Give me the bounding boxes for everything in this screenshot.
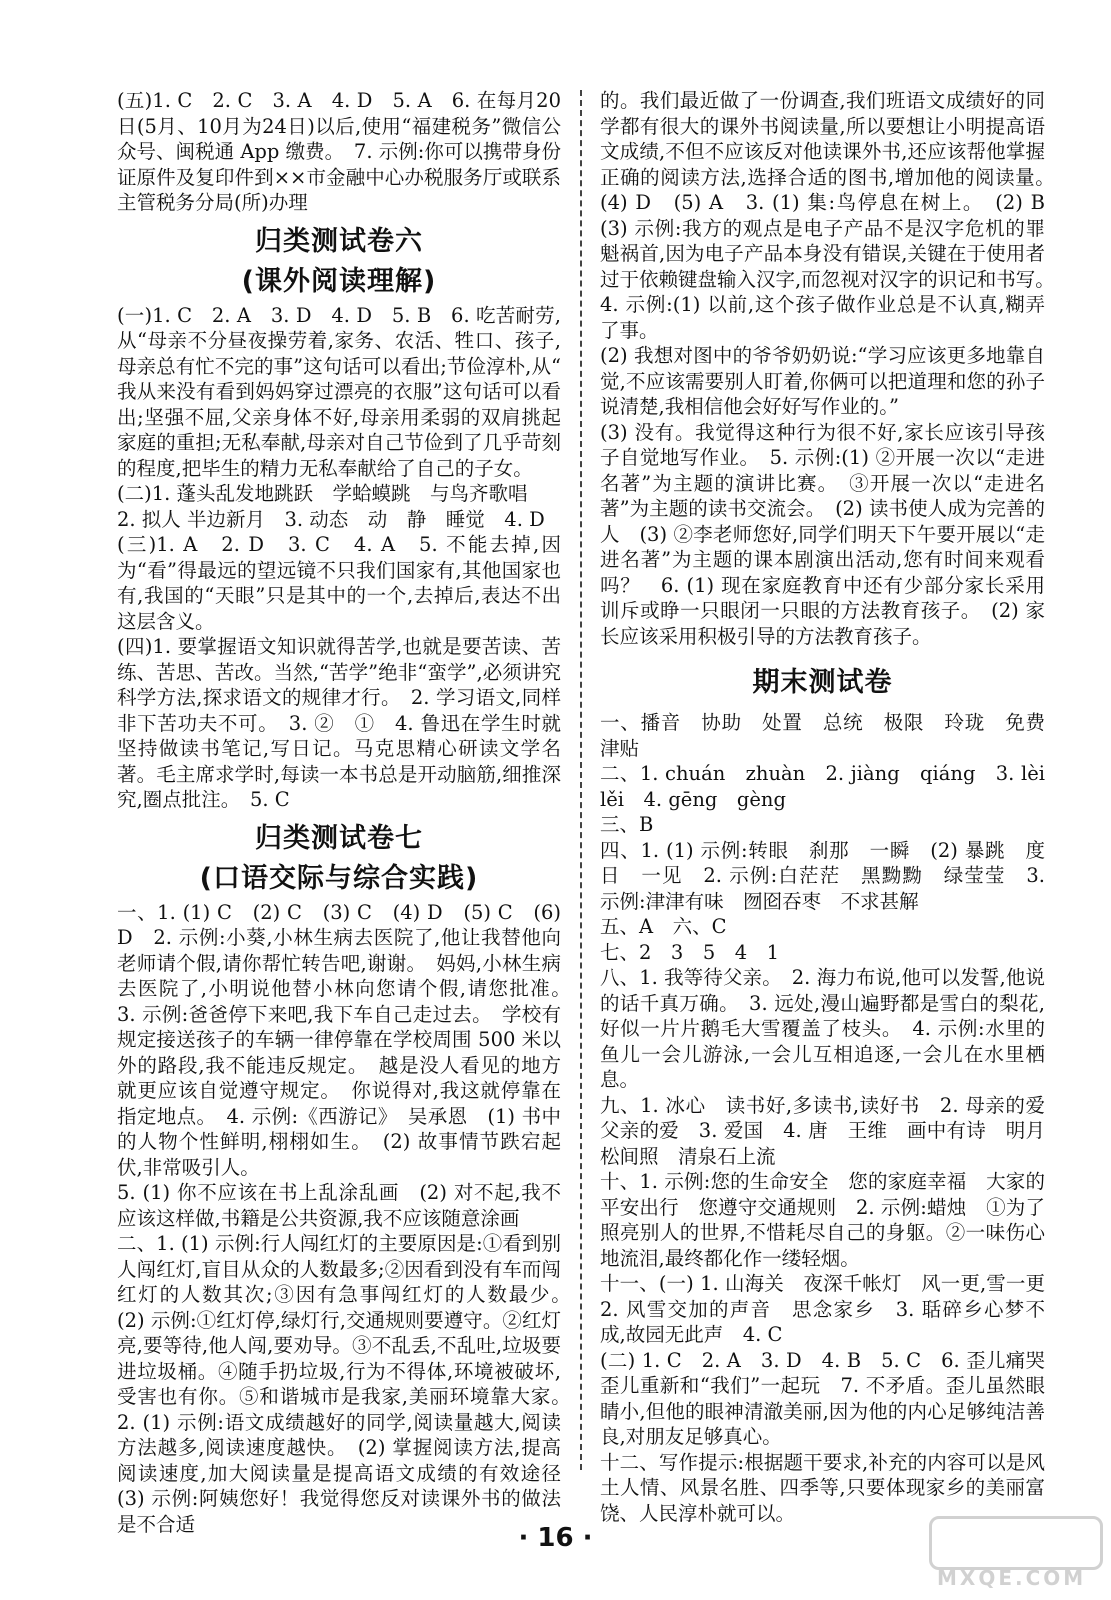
final-q7: 七、2 3 5 4 1	[600, 940, 780, 964]
answer-block-6-1: (一)1. C 2. A 3. D 4. D 5. B 6. 吃苦耐劳,从“母亲不分昼夜操劳着,家务、农活、牲口、孩子,母亲总有忙不完的事”这句话可以看出;节俭淳朴,从“ 我从来没有看到妈妈穿过漂亮的衣服”这句话可以看出;坚强不屈,父亲身体不好,母亲用柔弱的双肩挑起家庭的重担;无私奉献,母亲对自己节俭到了几乎苛刻的程度,把毕生的精力无私奉献给了自己的子女。	[117, 303, 561, 480]
section-title-test6: 归类测试卷六	[255, 225, 423, 257]
final-q8: 八、1. 我等待父亲。 2. 海力布说,他可以发誓,他说的话千真万确。 3. 远处,漫山遍野都是雪白的梨花,好似一片片鹅毛大雪覆盖了枝头。 4. 示例:水里的鱼儿一会儿游泳,一会儿互相追逐,一会儿在水里栖息。	[600, 966, 1045, 1091]
answer-block-7-1: 一、1. (1) C (2) C (3) C (4) D (5) C (6) D 2. 示例:小葵,小林生病去医院了,他让我替他向老师请个假,请你帮忙转告吧,谢谢。 妈妈,小林生病去医院了,小明说他替小林向您请个假,请您批准。 3. 示例:爸爸停下来吧,我下车自己走过去。 学校有规定接送孩子的车辆一律停靠在学校周围 500 米以外的路段,我不能违反规定。 越是没人看见的地方就更应该自觉遵守规定。 你说得对,我这就停靠在指定地点。 4. 示例:《西游记》 吴承恩 (1) 书中的人物个性鲜明,栩栩如生。 (2) 故事情节跌宕起伏,非常吸引人。	[117, 900, 581, 1179]
final-q9: 九、1. 冰心 读书好,多读书,读好书 2. 母亲的爱 父亲的爱 3. 爱国 4. 唐 王维 画中有诗 明月松间照 清泉石上流	[600, 1093, 1065, 1168]
final-q12: 十二、写作提示:根据题干要求,补充的内容可以是风土人情、风景名胜、四季等,只要体现家乡的美丽富饶、人民淳朴就可以。	[600, 1450, 1045, 1525]
page-number: · 16 ·	[518, 1523, 593, 1553]
final-q10: 十、1. 示例:您的生命安全 您的家庭幸福 大家的平安出行 您遵守交通规则 2. 示例:蜡烛 ①为了照亮别人的世界,不惜耗尽自己的身躯。②一味伤心地流泪,最终都化作一缕轻烟。	[600, 1170, 1045, 1270]
answer-block-5: (五)1. C 2. C 3. A 4. D 5. A 6. 在每月20日(5月、10月为24日)以后,使用“福建税务”微信公众号、闽税通 App 缴费。 7. 示例:你可以携带身份证原件及复印件到××市金融中心办税服务厅或联系主管税务分局(所)办理	[117, 89, 561, 214]
section-subtitle-test7: (口语交际与综合实践)	[199, 862, 479, 894]
right-column	[600, 88, 1065, 1526]
answer-block-6-2a: (二)1. 蓬头乱发地跳跃 学蛤蟆跳 与鸟齐歌唱	[117, 482, 528, 505]
answer-block-7-4-3: (3) 没有。我觉得这种行为很不好,家长应该引导孩子自觉地写作业。 5. 示例:(1) ②开展一次以“走进名著”为主题的演讲比赛。 ③开展一次以“走进名著”为主题的读书交流会。 (2) 读书使人成为完善的人 (3) ②李老师您好,同学们明天下午要开展以“走进名著”为主题的课本剧演出活动,您有时间来观看吗？ 6. (1) 现在家庭教育中还有少部分家长采用训斥或睁一只眼闭一只眼的方法教育孩子。 (2) 家长应该采用积极引导的方法教育孩子。	[600, 420, 1045, 648]
answer-block-6-2b: 2. 拟人 半边新月 3. 动态 动 静 睡觉 4. D	[117, 507, 545, 531]
final-q1: 一、播音 协助 处置 总统 极限 玲珑 免费 津贴	[600, 711, 1065, 760]
answer-block-6-4: (四)1. 要掌握语文知识就得苦学,也就是要苦读、苦练、苦思、苦改。当然,“苦学”绝非“蛮学”,必须讲究科学方法,探求语文的规律才行。 2. 学习语文,同样非下苦功夫不可。 3. ② ① 4. 鲁迅在学生时就坚持做读书笔记,写日记。马克思精心研读文学名著。毛主席求学时,每读一本书总是开动脑筋,细推深究,圈点批注。 5. C	[117, 635, 561, 811]
answer-block-7-4-2: (2) 我想对图中的爷爷奶奶说:“学习应该更多地靠自觉,不应该需要别人盯着,你俩可以把道理和您的孙子说清楚,我相信他会好好写作业的。”	[600, 344, 1045, 418]
watermark-site: MXQE.COM	[937, 1566, 1087, 1590]
left-column	[117, 88, 581, 1537]
final-q11-2: (二) 1. C 2. A 3. D 4. B 5. C 6. 歪儿痛哭 歪儿重新和“我们”一起玩 7. 不矛盾。歪儿虽然眼睛小,但他的眼神清澈美丽,因为他的内心足够纯洁善良,对朋友足够真心。	[600, 1348, 1065, 1448]
section-title-test7: 归类测试卷七	[255, 822, 423, 854]
answer-block-7-1-5: 5. (1) 你不应该在书上乱涂乱画 (2) 对不起,我不应该这样做,书籍是公共资源,我不应该随意涂画	[117, 1181, 561, 1230]
answer-block-6-3: (三)1. A 2. D 3. C 4. A 5. 不能去掉,因为“看”得最远的望远镜不只我们国家有,其他国家也有,我国的“天眼”只是其中的一个,去掉后,表达不出这层含义。	[117, 533, 561, 633]
answer-block-7-2: 二、1. (1) 示例:行人闯红灯的主要原因是:①看到别人闯红灯,盲目从众的人数最多;②因看到没有车而闯红灯的人数其次;③因有急事闯红灯的人数最少。 (2) 示例:①红灯停,绿灯行,交通规则要遵守。②红灯亮,要等待,他人闯,要劝导。③不乱丢,不乱吐,垃圾要进垃圾桶。④随手扔垃圾,行为不得体,环境被破坏,受害也有你。⑤和谐城市是我家,美丽环境靠大家。 2. (1) 示例:语文成绩越好的同学,阅读量越大,阅读方法越多,阅读速度越快。 (2) 掌握阅读方法,提高阅读速度,加大阅读量是提高语文成绩的有效途径 (3) 示例:阿姨您好！我觉得您反对读课外书的做法是不合适	[117, 1232, 581, 1536]
final-q4: 四、1. (1) 示例:转眼 刹那 一瞬 (2) 暴跳 度日 一见 2. 示例:白茫茫 黑黝黝 绿莹莹 3. 示例:津津有味 囫囵吞枣 不求甚解	[600, 838, 1045, 913]
final-q11-1: 十一、(一) 1. 山海关 夜深千帐灯 风一更,雪一更 2. 风雪交加的声音 思念家乡 3. 聒碎乡心梦不成,故园无此声 4. C	[600, 1272, 1065, 1346]
section-title-final: 期末测试卷	[752, 667, 893, 698]
watermark-frame	[929, 1516, 1103, 1570]
answer-block-7-2-cont: 的。我们最近做了一份调查,我们班语文成绩好的同学都有很大的课外书阅读量,所以要想让小明提高语文成绩,不但不应该反对他读课外书,还应该帮他掌握正确的阅读方法,选择合适的图书,增加他的阅读量。 (4) D (5) A 3. (1) 集:鸟停息在树上。 (2) B (3) 示例:我方的观点是电子产品不是汉字危机的罪魁祸首,因为电子产品本身没有错误,关键在于使用者过于依赖键盘输入汉字,而忽视对汉字的识记和书写。 4. 示例:(1) 以前,这个孩子做作业总是不认真,糊弄了事。	[600, 89, 1065, 342]
final-q3: 三、B	[600, 813, 654, 836]
section-subtitle-test6: (课外阅读理解)	[241, 265, 437, 297]
column-divider	[580, 90, 582, 1470]
final-q2: 二、1. chuán zhuàn 2. jiàng qiáng 3. lèi lěi 4. gēng gèng	[600, 762, 1065, 811]
final-q5-6: 五、A 六、C	[600, 915, 727, 938]
watermark-logo	[929, 1516, 1097, 1590]
